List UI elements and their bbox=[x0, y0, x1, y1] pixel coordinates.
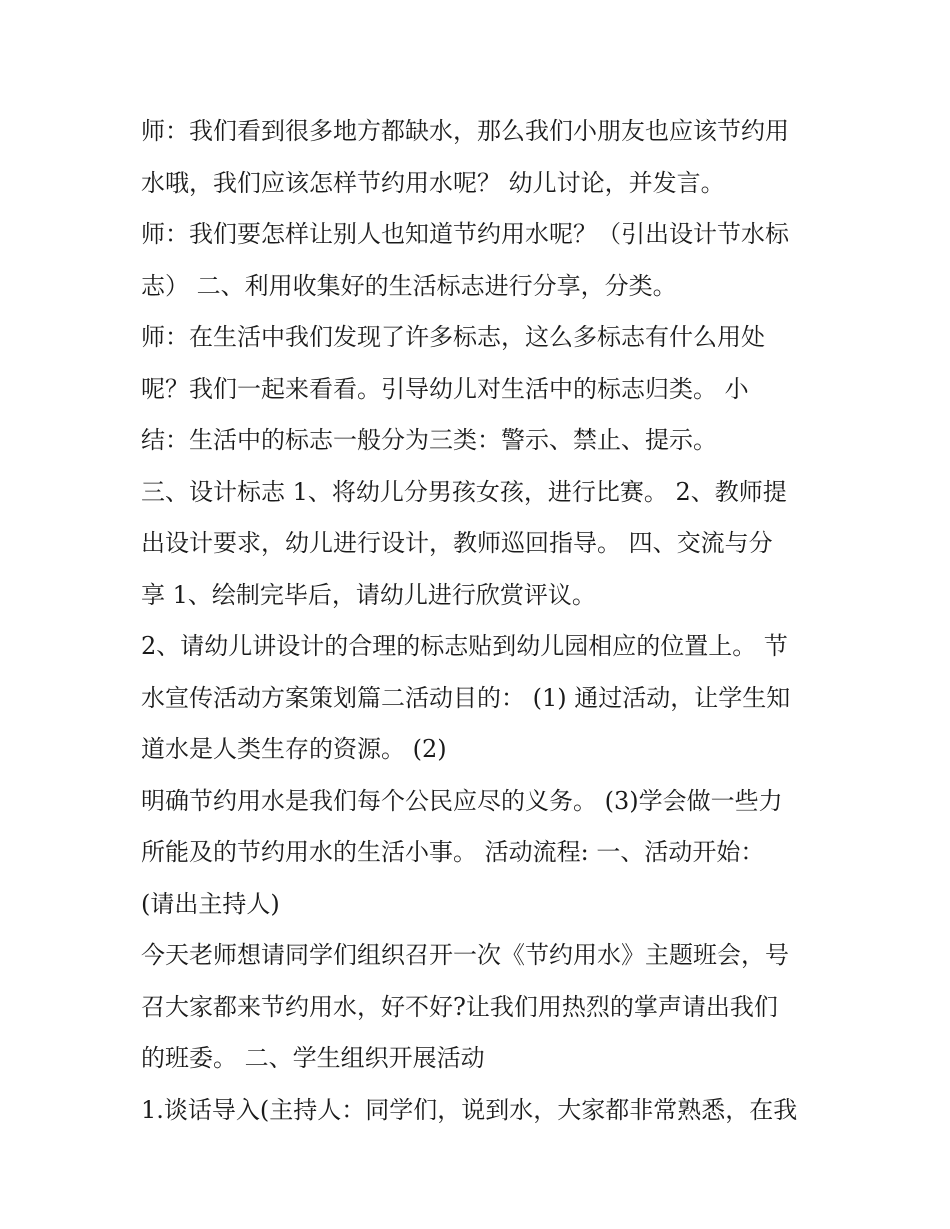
text-line: 今天老师想请同学们组织召开一次《节约用水》主题班会，号 bbox=[141, 941, 789, 969]
body-text bbox=[141, 106, 821, 1136]
text-line: 道水是人类生存的资源。 (2) bbox=[141, 735, 447, 763]
text-line: 享 1、绘制完毕后，请幼儿进行欣赏评议。 bbox=[141, 580, 596, 609]
text-line: 明确节约用水是我们每个公民应尽的义务。 (3)学会做一些力 bbox=[141, 786, 783, 815]
text-line: 的班委。 二、学生组织开展活动 bbox=[141, 1044, 485, 1072]
text-line: 师：我们看到很多地方都缺水，那么我们小朋友也应该节约用 bbox=[141, 117, 789, 145]
text-line: 结：生活中的标志一般分为三类：警示、禁止、提示。 bbox=[141, 426, 717, 454]
text-line: 2、请幼儿讲设计的合理的标志贴到幼儿园相应的位置上。 节 bbox=[141, 632, 788, 660]
text-line: 所能及的节约用水的生活小事。 活动流程: 一、活动开始： bbox=[141, 838, 765, 866]
text-line: 水哦，我们应该怎样节约用水呢？ 幼儿讨论，并发言。 bbox=[141, 168, 725, 197]
text-line: 水宣传活动方案策划篇二活动目的： (1) 通过活动，让学生知 bbox=[141, 683, 791, 712]
text-line: 呢？我们一起来看看。引导幼儿对生活中的标志归类。 小 bbox=[141, 374, 749, 403]
text-line: 召大家都来节约用水，好不好?让我们用热烈的掌声请出我们 bbox=[141, 992, 778, 1021]
text-line: 志） 二、利用收集好的生活标志进行分享，分类。 bbox=[141, 271, 677, 300]
text-line: 出设计要求，幼儿进行设计，教师巡回指导。 四、交流与分 bbox=[141, 529, 773, 557]
text-line: 师：我们要怎样让别人也知道节约用水呢？（引出设计节水标 bbox=[141, 220, 789, 248]
text-line: (请出主持人) bbox=[141, 889, 280, 918]
text-line: 三、设计标志 1、将幼儿分男孩女孩，进行比赛。 2、教师提 bbox=[141, 477, 787, 506]
text-line: 1.谈话导入(主持人：同学们，说到水，大家都非常熟悉，在我 bbox=[141, 1095, 798, 1124]
text-line: 师：在生活中我们发现了许多标志，这么多标志有什么用处 bbox=[141, 323, 765, 351]
